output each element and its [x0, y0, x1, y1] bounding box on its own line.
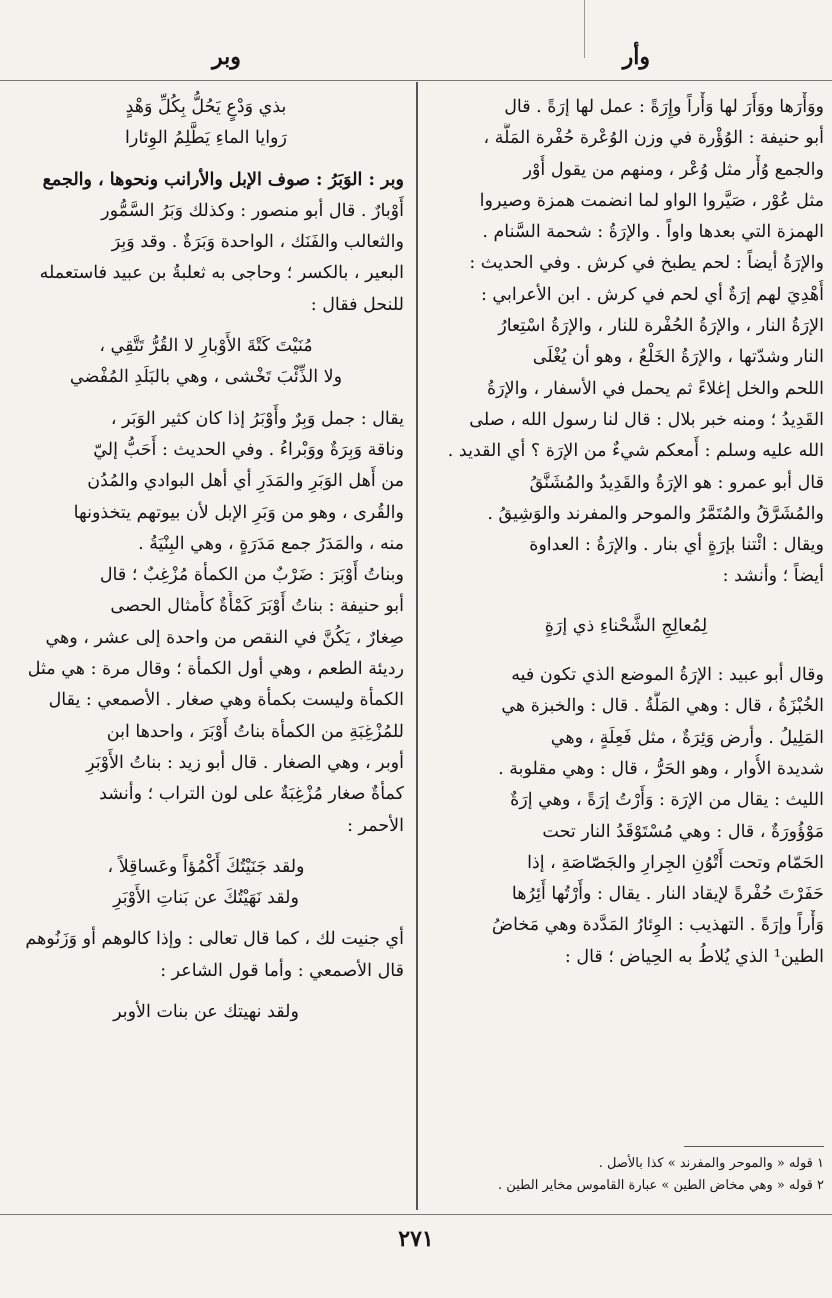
text-line: أُهْدِيَ لهم إرَةٌ أي لحم في كرش . ابن الأعرابي :	[480, 284, 824, 305]
header-word-right: وأر	[622, 44, 650, 70]
verse-line: مُنَيْتَ كَتْةَ الأَوْبارِ لا القُرُّ تَتَّقِي ،	[99, 336, 313, 357]
verse-line: لِمُعالِجِ الشَّحْناءِ ذي إرَةٍ	[544, 615, 708, 636]
header-rule	[0, 80, 832, 81]
text-line: ويقال : ائْتنا بإرَةٍ أي بنار . والإرَةُ : العداوة	[529, 535, 824, 556]
text-line: مثل عُوْر ، صَيَّروا الواو لما انضمت همزة وصيروا	[479, 190, 824, 211]
footer-rule	[0, 1214, 832, 1215]
page-header	[0, 0, 832, 82]
verse-line: بذي وَدْعٍ يَحُلُّ بِكُلِّ وَهْدٍ	[125, 97, 287, 117]
verse-line: ولقد جَنَيْتُكَ أَكْمُؤاً وعَساقِلاً ،	[107, 856, 305, 877]
text-line: أبو حنيفة : الوُؤْرة في وزن الوُعْرة حُفْرة المَلَّة ،	[483, 128, 824, 149]
text-line: كمأةٌ صغار مُزْغِبَةٌ على لون التراب ؛ وأنشد	[99, 784, 404, 805]
text-line: من أَهل الوَبَرِ والمَدَرِ أي أهل البوادي والمُدُن	[87, 471, 404, 492]
text-line: أوبر ، وهي الصغار . قال أبو زيد : بناتُ الأَوْبَرِ	[86, 752, 404, 773]
text-line: وناقة وَبِرَةٌ ووَبْراءُ . وفي الحديث : أَحَبُّ إليّ	[93, 439, 404, 460]
footnote: ٢ قوله « وهي مخاض الطين » عبارة القاموس مخاير الطين .	[498, 1178, 824, 1193]
text-line: النار وشدّتها ، والإرَةُ الخَلْعُ ، وهو أن يُغْلَى	[532, 347, 824, 368]
column-divider	[416, 82, 418, 1210]
text-line: الأحمر :	[347, 815, 404, 836]
text-line: والإرَةُ أيضاً : لحم يطبخ في كرش . وفي الحديث :	[469, 253, 824, 274]
text-line: قال أبو عمرو : هو الإرَةُ والقَدِيدُ والمُشَنَّقُ	[529, 472, 824, 493]
text-line: وَأْراً وإرَةً . التهذيب : الوِئارُ المَدَّدة وهي مَخاضُ	[491, 915, 824, 936]
right-column	[428, 92, 824, 973]
text-line: قال الأصمعي : وأما قول الشاعر :	[160, 960, 404, 981]
text-line: المَلِيلُ . وأرض وَئِرَةٌ ، مثل فَعِلَةٍ ، وهي	[550, 727, 824, 748]
text-line: للنحل فقال :	[310, 294, 404, 315]
text-line: والقُرى ، وهو من وَبَرِ الإبل لأن بيوتهم يتخذونها	[73, 502, 404, 523]
text-line: أَوْبارٌ . قال أبو منصور : وكذلك وَبَرُ السَّمُّور	[101, 200, 404, 221]
text-line: يقال : جمل وَبِرٌ وأَوْبَرُ إذا كان كثير الوَبَر ،	[110, 408, 404, 429]
text-line: القَدِيدُ ؛ ومنه خبر بلال : قال لنا رسول الله ، صلى	[469, 409, 824, 430]
text-line: اللحم والخل إغلاءً ثم يحمل في الأسفار ، والإرَةُ	[486, 378, 824, 399]
text-line: للمُزْغِبَةِ من الكمأة بناتُ أَوْبَرَ ، واحدها ابن	[106, 721, 404, 742]
text-line: رديئة الطعم ، وهي أول الكمأة ؛ وقال مرة : هي مثل	[27, 659, 404, 680]
text-line: مَوْؤُورَةٌ ، قال : وهي مُسْتَوْقَدُ النار تحت	[542, 821, 824, 842]
verse-line: ولقد نهيتك عن بنات الأوبر	[113, 1002, 299, 1023]
text-line: الهمزة التي بعدها واواً . والإرَةُ : شحمة السَّنام .	[482, 222, 824, 243]
verse-line: ولا الذِّئْبَ تَخْشى ، وهي بالبَلَدِ المُفْضي	[69, 367, 343, 388]
header-word-left: وبر	[212, 44, 241, 70]
header-divider	[584, 0, 585, 58]
text-line: أي جنيت لك ، كما قال تعالى : وإذا كالوهم أو وَزَنُوهم	[25, 929, 404, 950]
text-line: صِغارٌ ، يَكُنَّ في النقص من واحدة إلى عشر ، وهي	[45, 627, 404, 648]
verse-line: ولقد نَهَيْتُكَ عن بَناتِ الأَوْبَرِ	[113, 888, 299, 909]
text-line: البعير ، بالكسر ؛ وحاجى به ثعلبةُ بن عبيد فاستعمله	[39, 263, 404, 284]
text-line: الكمأة وليست بكمأة وهي صغار . الأصمعي : يقال	[48, 690, 404, 711]
footnotes	[428, 1146, 824, 1197]
footnote: ١ قوله « والموحر والمفرند » كذا بالأصل .	[598, 1156, 824, 1171]
text-line: أيضاً ؛ وأنشد :	[722, 566, 824, 587]
text-line: والمُشَرَّقُ والمُتَمَّرُ والموحر والمفرند والوَشِيقُ .	[487, 503, 824, 524]
text-line: منه ، والمَدَرُ جمع مَدَرَةٍ ، وهي البِنْيَةُ .	[138, 533, 404, 554]
text-line: شديدة الأُوار ، وهو الحَرُّ ، قال : وهي مقلوبة .	[498, 758, 824, 779]
text-line: والجمع وُأْر مثل وُعْر ، ومنهم من يقول أُوْر	[523, 159, 824, 180]
text-line: الطين¹ الذي يُلاطُ به الحِياض ؛ قال :	[564, 946, 824, 967]
text-line: الحَمّام وتحت أَتْوُنِ الجِرارِ والجَصّاصَةِ ، إذا	[527, 852, 824, 873]
text-line: الليث : يقال من الإرَة : وَأَرْتُ إرَةً ، وهي إرَةٌ	[510, 790, 824, 811]
text-line: الله عليه وسلم : أَمعكم شيءٌ من الإرَة ؟ أي القديد .	[447, 441, 824, 462]
text-line: أبو حنيفة : بناتُ أَوْبَرَ كَمْأَةٌ كأَمثال الحصى	[110, 596, 404, 617]
left-column	[8, 92, 404, 1028]
text-line: حَفَرْتَ حُفْرةً لإيقاد النار . يقال : وأَرْتُها أَئِرُها	[511, 884, 824, 905]
footnote-rule	[684, 1146, 824, 1147]
entry-line: وبر : الوَبَرُ : صوف الإبل والأرانب ونحوها ، والجمع	[42, 169, 404, 190]
verse-line: رَوايا الماءِ يَطَّلِمُ الوِئارا	[125, 128, 287, 149]
text-line: ووَأْرَها ووَأَرَ لها وَأْراً وإِرَةً : عمل لها إرَةً . قال	[504, 97, 824, 117]
text-line: الخُبْزَةُ ، قال : وهي المَلَّةُ . قال : والخبزة هي	[501, 696, 824, 717]
text-line: والثعالب والفَنَك ، الواحدة وَبَرَةٌ . وقد وَبِرَ	[111, 232, 404, 253]
page-number: ٢٧١	[398, 1226, 434, 1252]
text-line: وقال أبو عبيد : الإرَةُ الموضع الذي تكون فيه	[511, 665, 824, 686]
text-line: الإرَةُ النار ، والإرَةُ الحُفْرة للنار ، والإرَةُ اسْتِعارُ	[498, 316, 824, 337]
text-line: وبناتُ أَوْبَرَ : ضَرْبٌ من الكمأة مُزْغِبٌ ؛ قال	[99, 565, 404, 586]
